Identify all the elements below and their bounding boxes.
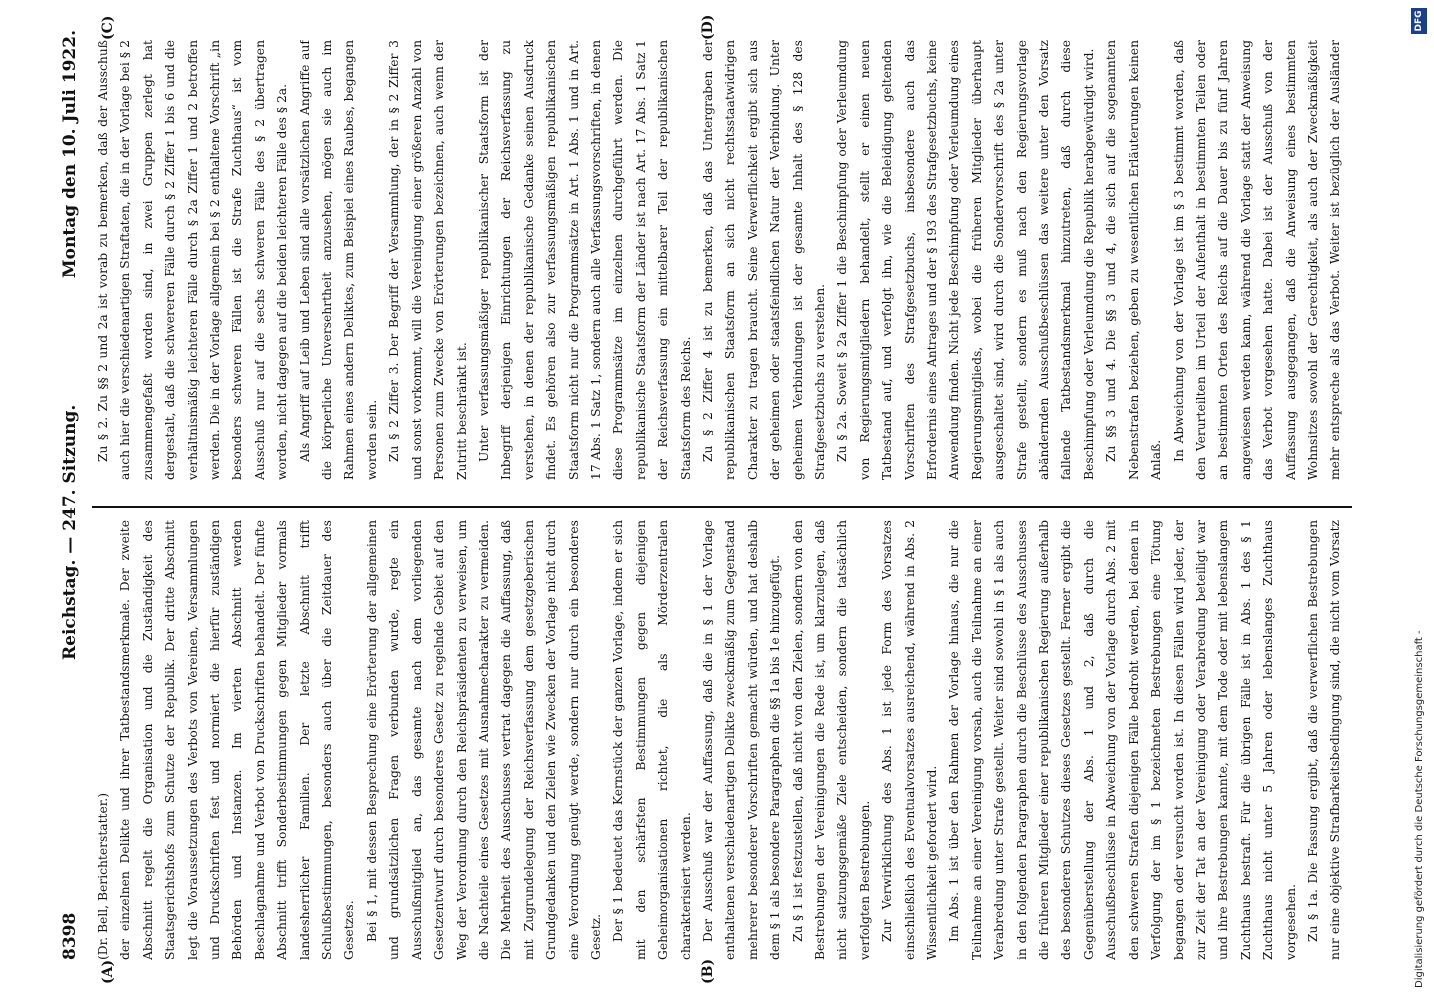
session-title: Reichstag. — 247. Sitzung. xyxy=(60,404,80,660)
right-paragraph: Zu § 2 Ziffer 3. Der Begriff der Versammlung, der in § 2 Ziffer 3 und sonst vorkommt, will die Vereinigung einer größeren Anzahl von Personen zum Zwecke von Erörterungen bezeichnen, auch wenn der Zutritt beschränkt ist. xyxy=(387,40,469,480)
column-divider xyxy=(92,506,1352,508)
session-date: Montag den 10. Juli 1922. xyxy=(60,30,80,279)
right-paragraph: Zu § 2a. Soweit § 2a Ziffer 1 die Beschimpfung oder Verleumdung von Regierungsmitgliedern behandelt, stellt er einen neuen Tatbestand auf, und verfolgt ihn, wie die Beleidigung geltenden Vorschriften des Strafgesetzbuchs, insbesondere auch das Erfordernis eines Antrages und der § 193 des Strafgesetzbuchs, keine Anwendung finden. Nicht jede Beschimpfung oder Verleumdung eines Regierungsmitglieds, wobei die früheren Mitglieder überhaupt ausgeschaltet sind, wird durch die Sondervorschrift des § 2a unter Strafe gestellt, sondern es muß nach den Regierungsvorlage abändernden Ausschußbeschlüssen das weitere unter den Vorsatz fallende Tatbestandsmerkmal hinzutreten, daß durch diese Beschimpfung oder Verleumdung die Republik herabgewürdigt wird. xyxy=(835,40,1096,480)
page-number: 8398 xyxy=(60,912,80,960)
right-paragraph: Unter verfassungsmäßiger republikanischer Staatsform ist der Inbegriff derjenigen Einrichtungen der Reichsverfassung zu verstehen, in denen der republikanische Gedanke seinen Ausdruck findet. Es gehören also zur verfassungsmäßigen republikanischen Staatsform nicht nur die Programmsätze in Art. 1 Abs. 1 und in Art. 17 Abs. 1 Satz 1, sondern auch alle Verfassungsvorschriften, in denen diese Programmsätze im einzelnen durchgeführt werden. Die republikanische Staatsform der Länder ist nach Art. 17 Abs. 1 Satz 1 der Reichsverfassung ein mittelbarer Teil der republikanischen Staatsform des Reichs. xyxy=(476,40,693,480)
page-header xyxy=(60,30,90,960)
left-paragraph: Im Abs. 1 ist über den Rahmen der Vorlage hinaus, die nur die Teilnahme an einer Vereinigung vorsah, auch die Teilnahme an einer Verabredung unter Strafe gestellt. Weiter sind sowohl in § 1 als auch in den folgenden Paragraphen durch die Beschlüsse des Ausschusses die früheren Mitglieder einer republikanischen Regierung außerhalb des besonderen Schutzes dieses Gesetzes gestellt. Ferner ergibt die Gegenüberstellung der Abs. 1 und 2, daß durch die Ausschußbeschlüsse in Abweichung von der Vorlage durch Abs. 2 mit den schweren Strafen diejenigen Fälle bedroht werden, bei denen in Verfolgung der im § 1 bezeichneten Bestrebungen eine Tötung begangen oder versucht worden ist. In diesen Fällen wird jeder, der zur Zeit der Tat an der Vereinigung oder Verabredung beteiligt war und ihre Bestrebungen kannte, mit dem Tode oder mit lebenslangem Zuchthaus bestraft. Für die übrigen Fälle ist in Abs. 1 des § 1 Zuchthaus nicht unter 5 Jahren oder lebenslanges Zuchthaus vorgesehen. xyxy=(947,520,1298,960)
right-paragraph: Zu §§ 3 und 4. Die §§ 3 und 4, die sich auf die sogenannten Nebenstrafen beziehen, geben zu wesentlichen Erläuterungen keinen Anlaß. xyxy=(1104,40,1164,480)
right-paragraph: Zu § 2. Zu §§ 2 und 2a ist vorab zu bemerken, daß der Ausschuß auch hier die verschiedenartigen Straftaten, die in der Vorlage bei § 2 zusammengefaßt worden sind, in zwei Gruppen zerlegt hat dergestalt, daß die schwereren Fälle durch § 2 Ziffer 1 bis 6 und die verhältnismäßig leichteren Fälle durch § 2a Ziffer 1 und 2 betroffen werden. Die in der Vorlage allgemein bei § 2 enthaltene Vorschrift „in besonders schweren Fällen ist die Strafe Zuchthaus“ ist vom Ausschuß nur auf die sechs schweren Fälle des § 2 übertragen worden, nicht dagegen auf die beiden leichteren Fälle des § 2a. xyxy=(96,40,290,480)
left-paragraph: Der Ausschuß war der Auffassung, daß die in § 1 der Vorlage enthaltenen verschiedenartigen Delikte zweckmäßig zum Gegenstand mehrerer besonderer Vorschriften gemacht würden, und hat deshalb dem § 1 als besondere Paragraphen die §§ 1a bis 1e hinzugefügt. xyxy=(700,520,783,960)
margin-mark-c: (C) xyxy=(100,15,116,40)
left-column xyxy=(92,520,1352,960)
margin-mark-b: (B) xyxy=(700,958,716,984)
left-paragraph: Zur Verwirklichung des Abs. 1 ist jede Form des Vorsatzes einschließlich des Eventualvorsatzes ausreichend, während in Abs. 2 Wissentlichkeit gefordert wird. xyxy=(880,520,940,960)
margin-mark-d: (D) xyxy=(700,14,716,40)
margin-mark-a: (A) xyxy=(100,959,116,984)
right-column xyxy=(92,40,1352,480)
left-paragraph: (Dr. Bell, Berichterstatter.) xyxy=(96,792,110,960)
digitization-footer xyxy=(1408,0,1432,1000)
left-paragraph: Zu § 1 ist festzustellen, daß nicht von den Zielen, sondern von den Bestrebungen der Vereinigungen die Rede ist, um klarzulegen, daß nicht satzungsgemäße Ziele entscheiden, sondern die tatsächlich verfolgten Bestrebungen. xyxy=(790,520,872,960)
footer-text: Digitalisierung gefördert durch die Deutsche Forschungsgemeinschaft - xyxy=(1414,630,1425,988)
left-paragraph: Zu § 1a. Die Fassung ergibt, daß die verwerflichen Bestrebungen nur eine objektive Strafbarkeitsbedingung sind, die nicht vom Vorsatz xyxy=(1305,520,1343,960)
right-paragraph: Als Angriff auf Leib und Leben sind alle vorsätzlichen Angriffe auf die körperliche Unversehrtheit anzusehen, mögen sie auch im Rahmen eines andern Deliktes, zum Beispiel eines Raubes, begangen worden sein. xyxy=(297,40,379,480)
right-paragraph: In Abweichung von der Vorlage ist im § 3 bestimmt worden, daß den Verurteilten im Urteil der Aufenthalt in bestimmten Teilen oder an bestimmten Orten des Reichs auf die Dauer bis zu fünf Jahren angewiesen werden kann, während die Vorlage statt der Anweisung das Verbot vorgesehen hatte. Dabei ist der Ausschuß von der Auffassung ausgegangen, daß die Anweisung eines bestimmten Wohnsitzes sowohl der Gerechtigkeit, als auch der Zweckmäßigkeit mehr entspreche als das Verbot. Weiter ist bezüglich der Ausländer xyxy=(1171,40,1343,480)
left-paragraph: Der § 1 bedeutet das Kernstück der ganzen Vorlage, indem er sich mit den schärfsten Bestimmungen gegen diejenigen Geheimorganisationen richtet, die als Mörderzentralen charakterisiert werden. xyxy=(611,520,693,960)
right-paragraph: Zu § 2 Ziffer 4 ist zu bemerken, daß das Untergraben der republikanischen Staatsform an sich nicht rechtsstaatwidrigen Charakter zu tragen braucht. Seine Verwerflichkeit ergibt sich aus der geheimen oder staatsfeindlichen Natur der Verbindung. Unter geheimen Verbindungen ist der gesamte Inhalt des § 128 des Strafgesetzbuchs zu verstehen. xyxy=(700,40,827,480)
dfg-logo: DFG xyxy=(1411,8,1427,34)
left-paragraph: der einzelnen Delikte und ihrer Tatbestandsmerkmale. Der zweite Abschnitt regelt die Organisation und die Zuständigkeit des Staatsgerichtshofs zum Schutze der Republik. Der dritte Abschnitt legt die Voraussetzungen des Verbots von Vereinen, Versammlungen und Druckschriften fest und normiert die hierfür zuständigen Behörden und Instanzen. Im vierten Abschnitt werden Beschlagnahme und Verbot von Druckschriften behandelt. Der fünfte Abschnitt trifft Sonderbestimmungen gegen Mitglieder vormals landesherrlicher Familien. Der letzte Abschnitt trifft Schlußbestimmungen, besonders auch über die Zeitdauer des Gesetzes. xyxy=(118,520,357,960)
left-paragraph: Bei § 1, mit dessen Besprechung eine Erörterung der allgemeinen und grundsätzlichen Fragen verbunden wurde, regte ein Ausschußmitglied an, das gesamte nach dem vorliegenden Gesetzentwurf durch besonderes Gesetz zu regelnde Gebiet auf den Weg der Verordnung durch den Reichspräsidenten zu verweisen, um die Nachteile eines Gesetzes mit Ausnahmecharakter zu vermeiden. Die Mehrheit des Ausschusses vertrat dagegen die Auffassung, daß mit Zugrundelegung der Reichsverfassung dem gesetzgeberischen Grundgedanken und den Zielen wie Zwecken der Vorlage nicht durch eine Verordnung genügt werde, sondern nur durch ein besonderes Gesetz. xyxy=(364,520,603,960)
